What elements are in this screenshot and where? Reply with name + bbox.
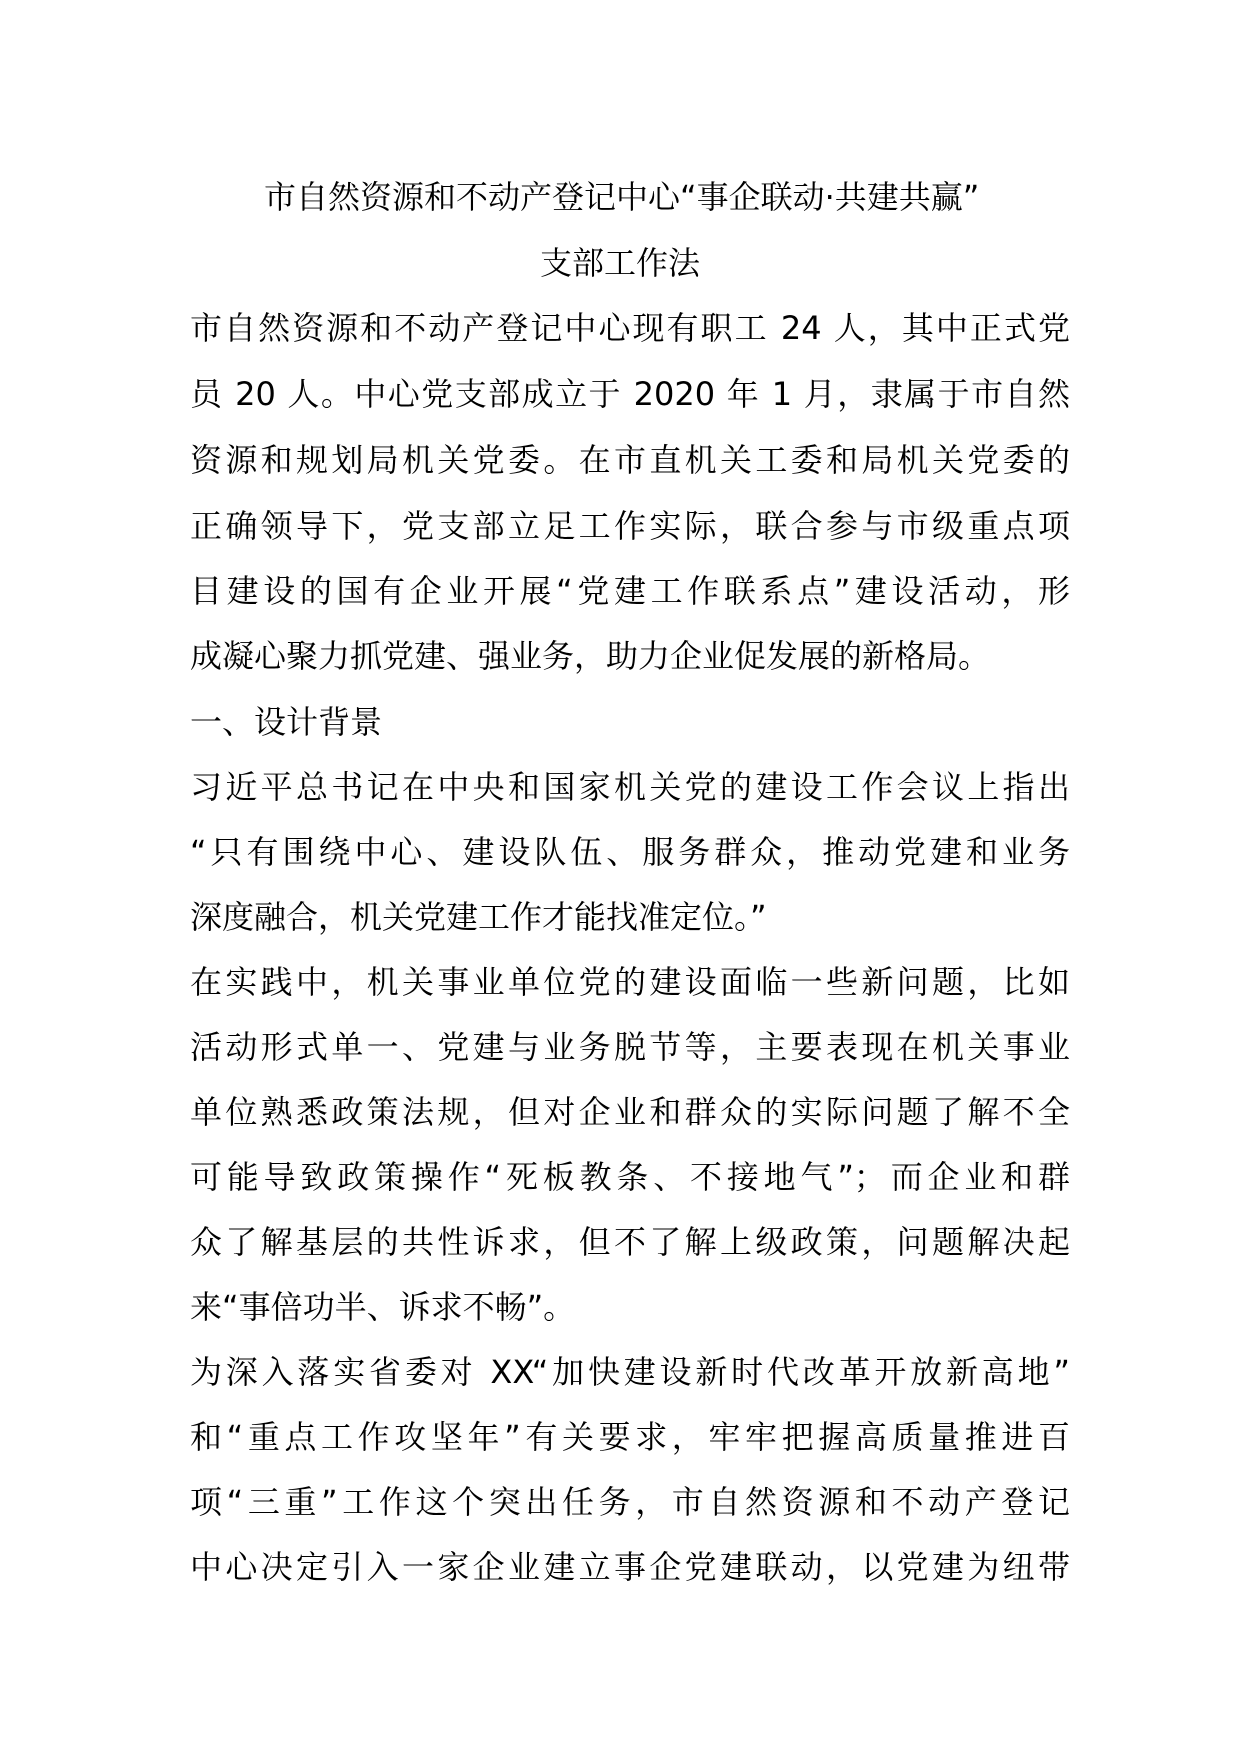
document-title-line-2: 支部工作法 bbox=[539, 244, 700, 282]
paragraph-line: 资源和规划局机关党委。在市直机关工委和局机关党委的 bbox=[190, 441, 1070, 479]
paragraph-line: 习近平总书记在中央和国家机关党的建设工作会议上指出 bbox=[190, 768, 1070, 806]
section-heading: 一、设计背景 bbox=[190, 703, 383, 741]
paragraph-line: 员 20 人。中心党支部成立于 2020 年 1 月，隶属于市自然 bbox=[190, 375, 1070, 413]
paragraph-line: 在实践中，机关事业单位党的建设面临一些新问题，比如 bbox=[190, 963, 1070, 1001]
paragraph-line: 众了解基层的共性诉求，但不了解上级政策，问题解决起 bbox=[190, 1223, 1070, 1261]
paragraph-line: 正确领导下，党支部立足工作实际，联合参与市级重点项 bbox=[190, 507, 1070, 545]
paragraph-line: 深度融合，机关党建工作才能找准定位。” bbox=[190, 898, 767, 936]
paragraph-line: 来“事倍功半、诉求不畅”。 bbox=[190, 1288, 576, 1326]
paragraph-line: “只有围绕中心、建设队伍、服务群众，推动党建和业务 bbox=[190, 833, 1070, 871]
paragraph-line: 成凝心聚力抓党建、强业务，助力企业促发展的新格局。 bbox=[190, 637, 991, 675]
paragraph-line: 单位熟悉政策法规，但对企业和群众的实际问题了解不全 bbox=[190, 1093, 1070, 1131]
paragraph-line: 和“重点工作攻坚年”有关要求，牢牢把握高质量推进百 bbox=[190, 1418, 1070, 1456]
paragraph-line: 可能导致政策操作“死板教条、不接地气”；而企业和群 bbox=[190, 1158, 1070, 1196]
paragraph-line: 目建设的国有企业开展“党建工作联系点”建设活动，形 bbox=[190, 572, 1070, 610]
paragraph-line: 活动形式单一、党建与业务脱节等，主要表现在机关事业 bbox=[190, 1028, 1070, 1066]
paragraph-line: 中心决定引入一家企业建立事企党建联动，以党建为纽带 bbox=[190, 1548, 1070, 1586]
paragraph-line: 项“三重”工作这个突出任务，市自然资源和不动产登记 bbox=[190, 1483, 1070, 1521]
paragraph-line: 市自然资源和不动产登记中心现有职工 24 人，其中正式党 bbox=[190, 309, 1070, 347]
paragraph-line: 为深入落实省委对 XX“加快建设新时代改革开放新高地” bbox=[190, 1353, 1070, 1391]
document-title-line-1: 市自然资源和不动产登记中心“事企联动·共建共赢” bbox=[264, 178, 980, 216]
